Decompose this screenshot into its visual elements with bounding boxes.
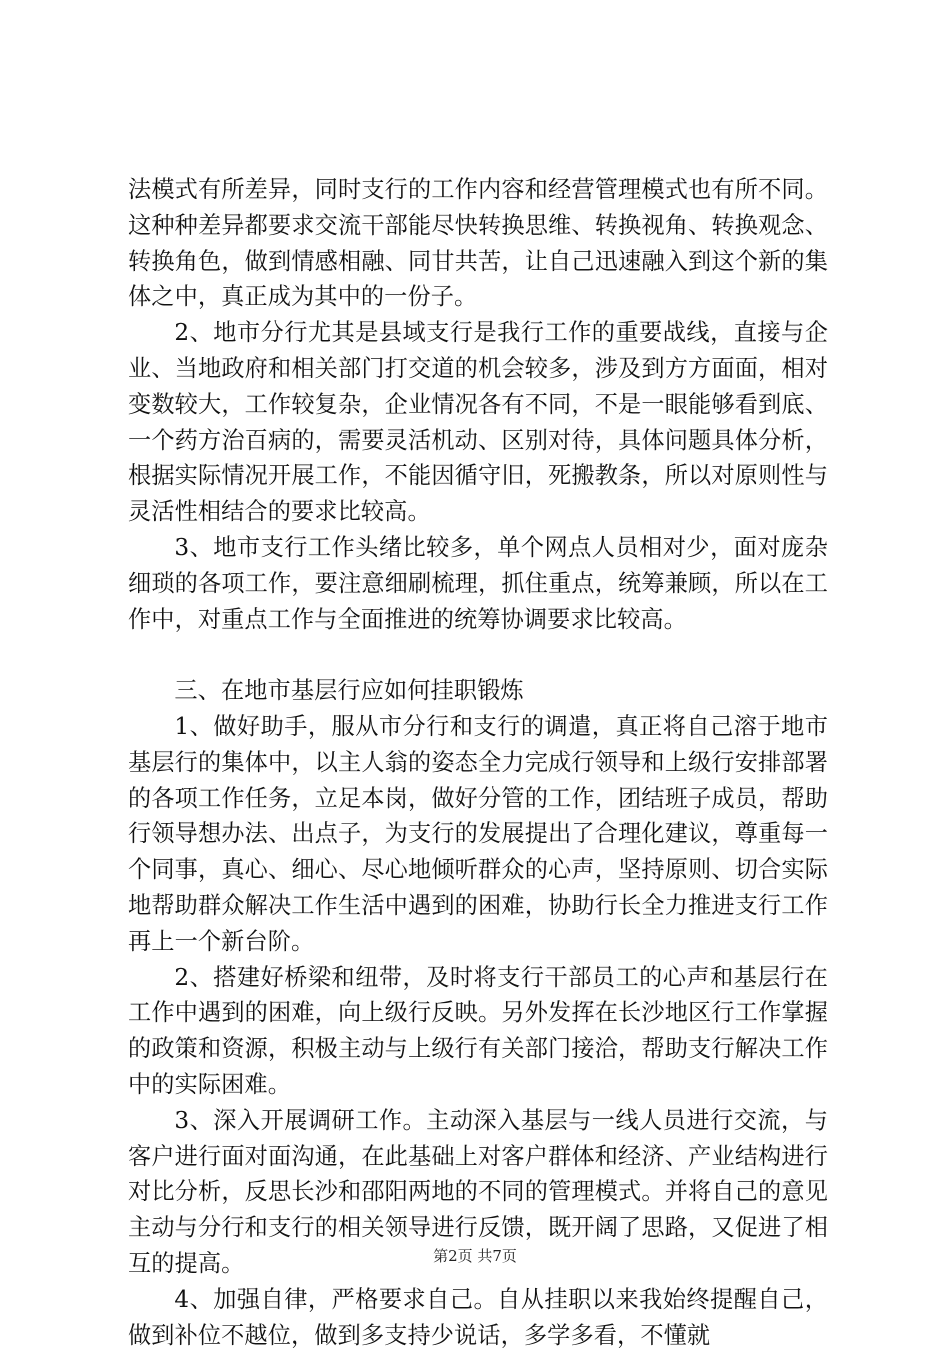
document-body [128, 172, 828, 1353]
body-paragraph-2: 2、地市分行尤其是县域支行是我行工作的重要战线，直接与企业、当地政府和相关部门打交道的机会较多，涉及到方方面面，相对变数较大，工作较复杂，企业情况各有不同，不是一眼能够看到底、一个药方治百病的，需要灵活机动、区别对待，具体问题具体分析，根据实际情况开展工作，不能因循守旧，死搬教条，所以对原则性与灵活性相结合的要求比较高。 [128, 319, 828, 526]
body-paragraph-3: 3、地市支行工作头绪比较多，单个网点人员相对少，面对庞杂细琐的各项工作，要注意细刷梳理，抓住重点，统筹兼顾，所以在工作中，对重点工作与全面推进的统筹协调要求比较高。 [128, 533, 828, 633]
page-number-footer: 第2页 共7页 [433, 1247, 517, 1265]
section-paragraph-3: 3、深入开展调研工作。主动深入基层与一线人员进行交流，与客户进行面对面沟通，在此基础上对客户群体和经济、产业结构进行对比分析，反思长沙和邵阳两地的不同的管理模式。并将自己的意见主动与分行和支行的相关领导进行反馈，既开阔了思路，又促进了相互的提高。 [128, 1106, 828, 1277]
body-paragraph-continuation: 法模式有所差异，同时支行的工作内容和经营管理模式也有所不同。这种种差异都要求交流干部能尽快转换思维、转换视角、转换观念、转换角色，做到情感相融、同甘共苦，让自己迅速融入到这个新的集体之中，真正成为其中的一份子。 [128, 176, 828, 311]
section-paragraph-1: 1、做好助手，服从市分行和支行的调遣，真正将自己溶于地市基层行的集体中，以主人翁的姿态全力完成行领导和上级行安排部署的各项工作任务，立足本岗，做好分管的工作，团结班子成员，帮助行领导想办法、出点子，为支行的发展提出了合理化建议，尊重每一个同事，真心、细心、尽心地倾听群众的心声，坚持原则、切合实际地帮助群众解决工作生活中遇到的困难，协助行长全力推进支行工作再上一个新台阶。 [128, 712, 828, 955]
section-paragraph-2: 2、搭建好桥梁和纽带，及时将支行干部员工的心声和基层行在工作中遇到的困难，向上级行反映。另外发挥在长沙地区行工作掌握的政策和资源，积极主动与上级行有关部门接洽，帮助支行解决工作中的实际困难。 [128, 963, 828, 1098]
section-heading: 三、在地市基层行应如何挂职锻炼 [174, 677, 524, 705]
section-paragraph-4: 4、加强自律，严格要求自己。自从挂职以来我始终提醒自己，做到补位不越位，做到多支持少说话，多学多看，不懂就 [128, 1285, 828, 1349]
